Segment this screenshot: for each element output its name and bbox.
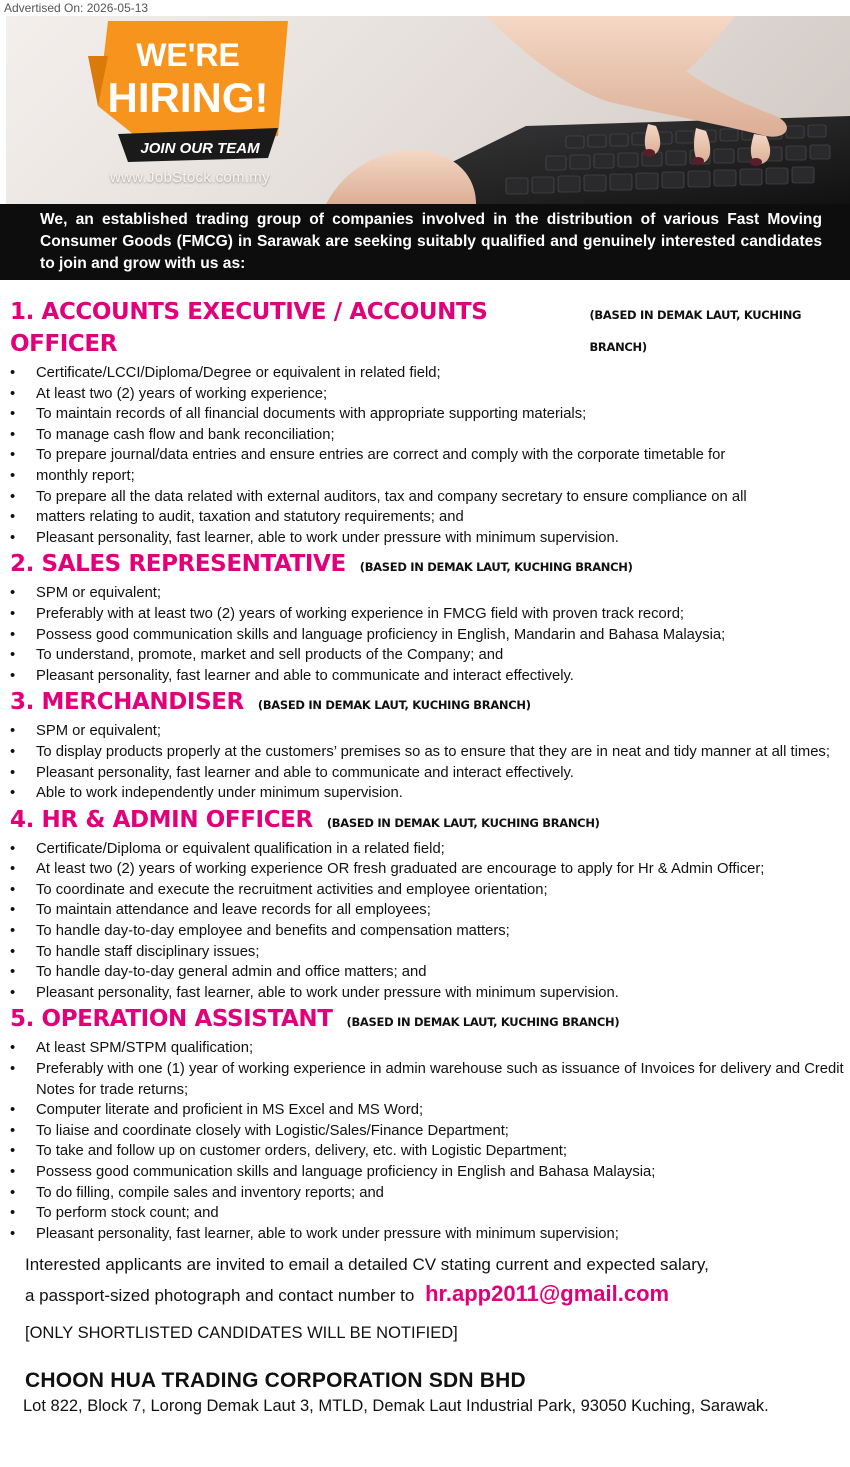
requirement-item: • Pleasant personality, fast learner, able to work under pressure with minimum supervision; (10, 1224, 850, 1245)
requirement-item: • To manage cash flow and bank reconciliation; (10, 425, 850, 446)
banner-line2: HIRING! (107, 74, 269, 121)
requirement-item: • Pleasant personality, fast learner and able to communicate and interact effectively. (10, 666, 850, 687)
apply-line-1: Interested applicants are invited to email a detailed CV stating current and expected salary, (25, 1255, 709, 1274)
hiring-badge (78, 16, 298, 191)
requirements-list (10, 1038, 850, 1244)
job-title: 2. SALES REPRESENTATIVE (10, 551, 346, 578)
requirement-item: • To liaise and coordinate closely with Logistic/Sales/Finance Department; (10, 1121, 850, 1142)
job-title: 3. MERCHANDISER (10, 689, 244, 716)
apply-line-2-text: a passport-sized photograph and contact number to (25, 1286, 415, 1305)
requirement-item: • To handle day-to-day employee and benefits and compensation matters; (10, 921, 850, 942)
job-section (10, 548, 850, 686)
advertised-date: Advertised On: 2026-05-13 (4, 1, 149, 15)
job-title-row (10, 686, 850, 721)
job-location: (BASED IN DEMAK LAUT, KUCHING BRANCH) (326, 815, 600, 830)
company-name: CHOON HUA TRADING CORPORATION SDN BHD (25, 1369, 526, 1392)
hero-banner (6, 16, 850, 204)
job-title: 1. ACCOUNTS EXECUTIVE / ACCOUNTS OFFICER (10, 299, 488, 357)
requirement-item: • To prepare all the data related with external auditors, tax and company secretary to ensure compliance on all (10, 487, 850, 508)
requirement-item: • matters relating to audit, taxation and statutory requirements; and (10, 507, 850, 528)
requirement-item: • To maintain records of all financial documents with appropriate supporting materials; (10, 404, 850, 425)
requirement-item: • To maintain attendance and leave records for all employees; (10, 900, 850, 921)
job-section (10, 804, 850, 1004)
requirement-item: • Pleasant personality, fast learner and able to communicate and interact effectively. (10, 763, 850, 784)
shortlist-notice: [ONLY SHORTLISTED CANDIDATES WILL BE NOTIFIED] (25, 1324, 458, 1342)
banner-line1: WE'RE (136, 37, 240, 73)
requirement-item: • SPM or equivalent; (10, 583, 850, 604)
requirement-item: • At least two (2) years of working experience; (10, 384, 850, 405)
job-section (10, 296, 850, 548)
banner-url: www.JobStock.com.my (110, 169, 270, 186)
application-footer (25, 1250, 835, 1416)
banner-ribbon: JOIN OUR TEAM (140, 140, 260, 157)
requirement-item: • SPM or equivalent; (10, 721, 850, 742)
requirement-item: • monthly report; (10, 466, 850, 487)
requirement-item: • To coordinate and execute the recruitment activities and employee orientation; (10, 880, 850, 901)
requirements-list (10, 363, 850, 548)
requirement-item: • To prepare journal/data entries and ensure entries are correct and comply with the corporate timetable for (10, 445, 850, 466)
job-title-row (10, 548, 850, 583)
requirement-item: • Certificate/LCCI/Diploma/Degree or equivalent in related field; (10, 363, 850, 384)
requirement-item: • Preferably with at least two (2) years of working experience in FMCG field with proven track record; (10, 604, 850, 625)
requirement-item: • Pleasant personality, fast learner, able to work under pressure with minimum supervision. (10, 983, 850, 1004)
requirement-item: • At least SPM/STPM qualification; (10, 1038, 850, 1059)
job-title-row (10, 804, 850, 839)
job-location: (BASED IN DEMAK LAUT, KUCHING BRANCH) (359, 560, 633, 575)
requirement-item: • Computer literate and proficient in MS Excel and MS Word; (10, 1100, 850, 1121)
requirement-item: • Able to work independently under minimum supervision. (10, 783, 850, 804)
requirements-list (10, 721, 850, 803)
company-address: Lot 822, Block 7, Lorong Demak Laut 3, MTLD, Demak Laut Industrial Park, 93050 Kuching, Sarawak. (23, 1397, 769, 1415)
job-location: (BASED IN DEMAK LAUT, KUCHING BRANCH) (257, 698, 531, 713)
requirement-item: • Preferably with one (1) year of working experience in admin warehouse such as issuance of Invoices for delivery and Credit Notes for trade returns; (10, 1059, 850, 1100)
requirement-item: • To take and follow up on customer orders, delivery, etc. with Logistic Department; (10, 1141, 850, 1162)
requirement-item: • To handle day-to-day general admin and office matters; and (10, 962, 850, 983)
requirements-list (10, 583, 850, 686)
requirement-item: • To understand, promote, market and sell products of the Company; and (10, 645, 850, 666)
job-location: (BASED IN DEMAK LAUT, KUCHING BRANCH) (589, 308, 802, 354)
requirement-item: • Possess good communication skills and language proficiency in English, Mandarin and Bahasa Malaysia; (10, 625, 850, 646)
contact-email-link[interactable]: hr.app2011@gmail.com (425, 1281, 670, 1306)
requirements-list (10, 839, 850, 1004)
requirement-item: • Certificate/Diploma or equivalent qualification in a related field; (10, 839, 850, 860)
job-title: 4. HR & ADMIN OFFICER (10, 806, 313, 833)
requirement-item: • To perform stock count; and (10, 1203, 850, 1224)
apply-line-2 (25, 1279, 835, 1310)
requirement-item: • To do filling, compile sales and inventory reports; and (10, 1183, 850, 1204)
job-section (10, 686, 850, 803)
job-title-row (10, 1003, 850, 1038)
job-title-row (10, 296, 850, 363)
intro-paragraph: We, an established trading group of companies involved in the distribution of various Fast Moving Consumer Goods (FMCG) in Sarawak are seeking suitably qualified and genuinely interested candidates to join and grow with us as: (0, 204, 850, 280)
requirement-item: • At least two (2) years of working experience OR fresh graduated are encourage to apply for Hr & Admin Officer; (10, 859, 850, 880)
job-title: 5. OPERATION ASSISTANT (10, 1006, 333, 1033)
job-section (10, 1003, 850, 1244)
requirement-item: • Pleasant personality, fast learner, able to work under pressure with minimum supervision. (10, 528, 850, 549)
job-listings (0, 296, 850, 1244)
job-location: (BASED IN DEMAK LAUT, KUCHING BRANCH) (346, 1015, 620, 1030)
requirement-item: • To handle staff disciplinary issues; (10, 942, 850, 963)
requirement-item: • To display products properly at the customers’ premises so as to ensure that they are in neat and tidy manner at all times; (10, 742, 850, 763)
requirement-item: • Possess good communication skills and language proficiency in English and Bahasa Malaysia; (10, 1162, 850, 1183)
